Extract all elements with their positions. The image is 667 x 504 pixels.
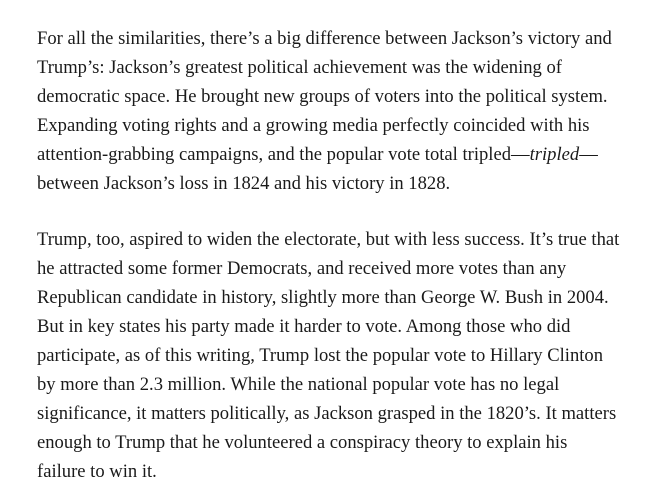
text-line: Expanding voting rights and a growing media perfectly coincided with his bbox=[37, 115, 590, 136]
text-line: But in key states his party made it harder to vote. Among those who did bbox=[37, 316, 571, 337]
text-line: Trump’s: Jackson’s greatest political achievement was the widening of bbox=[37, 57, 562, 78]
paragraph-spacer bbox=[37, 198, 652, 225]
paragraph-1 bbox=[37, 24, 652, 198]
text-line: For all the similarities, there’s a big difference between Jackson’s victory and bbox=[37, 28, 612, 49]
text-line: by more than 2.3 million. While the national popular vote has no legal bbox=[37, 374, 560, 395]
text-line: democratic space. He brought new groups of voters into the political system. bbox=[37, 86, 608, 107]
article-body bbox=[37, 24, 652, 486]
emphasized-word: tripled bbox=[529, 144, 580, 165]
paragraph-2 bbox=[37, 225, 652, 486]
text-line: failure to win it. bbox=[37, 461, 157, 482]
text-line: he attracted some former Democrats, and received more votes than any bbox=[37, 258, 567, 279]
text-line bbox=[37, 140, 652, 169]
text-run: attention-grabbing campaigns, and the popular vote total tripled— bbox=[37, 144, 530, 165]
text-line: enough to Trump that he volunteered a conspiracy theory to explain his bbox=[37, 432, 568, 453]
text-run: — bbox=[579, 144, 598, 165]
text-line: Republican candidate in history, slightly more than George W. Bush in 2004. bbox=[37, 287, 609, 308]
text-line: participate, as of this writing, Trump lost the popular vote to Hillary Clinton bbox=[37, 345, 604, 366]
text-line: significance, it matters politically, as Jackson grasped in the 1820’s. It matters bbox=[37, 403, 617, 424]
text-line: Trump, too, aspired to widen the electorate, but with less success. It’s true that bbox=[37, 229, 620, 250]
text-line: between Jackson’s loss in 1824 and his victory in 1828. bbox=[37, 173, 451, 194]
